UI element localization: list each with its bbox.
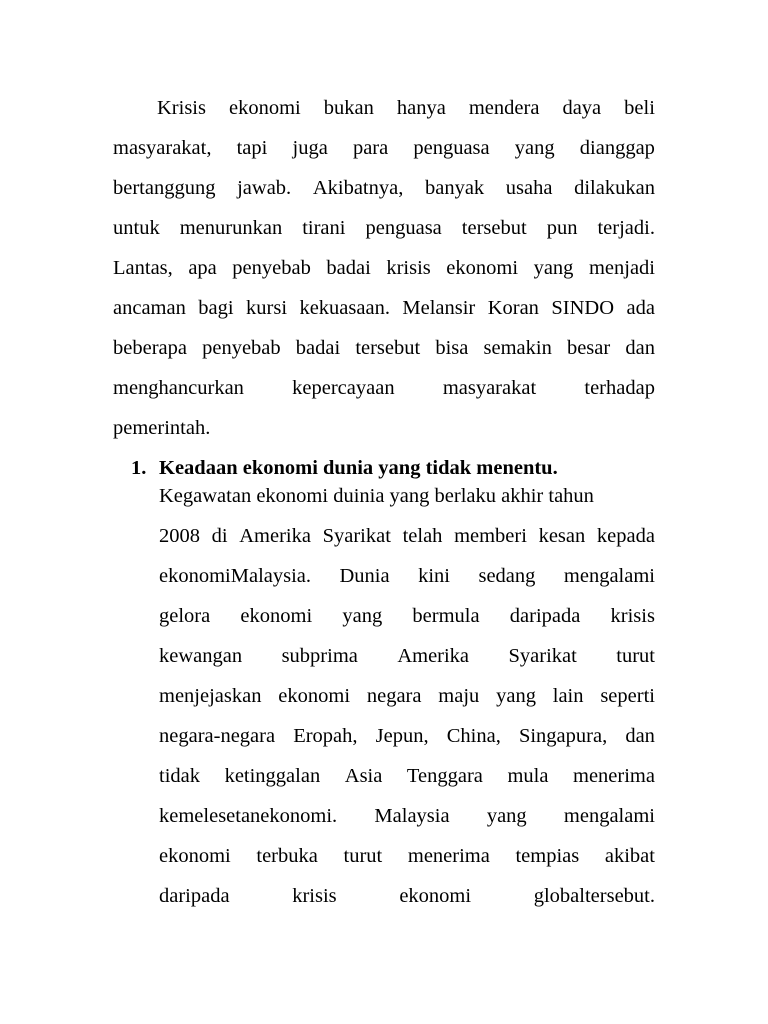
word: bisa bbox=[435, 337, 469, 359]
word: apa bbox=[188, 257, 217, 279]
word: ketinggalan bbox=[224, 765, 321, 787]
word: dilakukan bbox=[574, 177, 655, 199]
section-line-11 bbox=[159, 884, 655, 908]
section-line-8 bbox=[159, 764, 655, 788]
word: usaha bbox=[505, 177, 553, 199]
word: tirani bbox=[302, 217, 346, 239]
word: beberapa bbox=[113, 337, 187, 359]
word: mengalami bbox=[563, 805, 655, 827]
word: mengalami bbox=[563, 565, 655, 587]
word: tersebut bbox=[461, 217, 527, 239]
word: yang bbox=[486, 805, 527, 827]
word: Lantas, bbox=[113, 257, 173, 279]
word: pun bbox=[546, 217, 578, 239]
intro-line-3 bbox=[113, 176, 655, 200]
word: ekonomi bbox=[240, 605, 313, 627]
word: banyak bbox=[424, 177, 485, 199]
word: terbuka bbox=[256, 845, 318, 867]
word: jawab. bbox=[237, 177, 292, 199]
word: Amerika bbox=[239, 525, 311, 547]
word: daya bbox=[562, 97, 602, 119]
word: Singapura, bbox=[518, 725, 608, 747]
word: terjadi. bbox=[597, 217, 655, 239]
word: bagi bbox=[198, 297, 234, 319]
word: ekonomiMalaysia. bbox=[159, 565, 312, 587]
section-line-3 bbox=[159, 564, 655, 588]
word: bermula bbox=[412, 605, 480, 627]
word: yang bbox=[514, 137, 555, 159]
word: SINDO bbox=[551, 297, 615, 319]
section-line-10 bbox=[159, 844, 655, 868]
intro-line-7 bbox=[113, 336, 655, 360]
word: tersebut bbox=[355, 337, 421, 359]
word: turut bbox=[616, 645, 655, 667]
word: di bbox=[211, 525, 228, 547]
word: kepercayaan bbox=[292, 377, 395, 399]
word: memberi bbox=[454, 525, 527, 547]
word: penyebab bbox=[202, 337, 281, 359]
word: mendera bbox=[468, 97, 540, 119]
word: mula bbox=[507, 765, 549, 787]
word: yang bbox=[342, 605, 383, 627]
word: Melansir bbox=[402, 297, 476, 319]
word: Jepun, bbox=[375, 725, 429, 747]
word: Krisis bbox=[157, 97, 206, 119]
word: menerima bbox=[407, 845, 490, 867]
word: kepada bbox=[596, 525, 655, 547]
intro-line-4 bbox=[113, 216, 655, 240]
word: semakin bbox=[483, 337, 552, 359]
word: kursi bbox=[246, 297, 288, 319]
word: Akibatnya, bbox=[312, 177, 404, 199]
word: Koran bbox=[487, 297, 539, 319]
word: penguasa bbox=[365, 217, 442, 239]
section-line-1 bbox=[159, 484, 594, 508]
word: penyebab bbox=[232, 257, 311, 279]
word: krisis bbox=[610, 605, 655, 627]
word: ekonomi bbox=[159, 845, 231, 867]
word: negara bbox=[366, 685, 422, 707]
intro-line-8 bbox=[113, 376, 655, 400]
word: menerima bbox=[573, 765, 655, 787]
section-line-4 bbox=[159, 604, 655, 628]
word: dianggap bbox=[579, 137, 655, 159]
word: Dunia bbox=[339, 565, 390, 587]
word: lain bbox=[552, 685, 584, 707]
word: kemelesetanekonomi. bbox=[159, 805, 338, 827]
word: Asia bbox=[344, 765, 383, 787]
word: China, bbox=[446, 725, 501, 747]
word: menghancurkan bbox=[113, 377, 244, 399]
word: krisis bbox=[386, 257, 431, 279]
line-text: Kegawatan ekonomi duinia yang berlaku akhir tahun bbox=[159, 485, 594, 507]
section-line-9 bbox=[159, 804, 655, 828]
word: terhadap bbox=[584, 377, 655, 399]
word: menurunkan bbox=[179, 217, 283, 239]
intro-line-6 bbox=[113, 296, 655, 320]
word: juga bbox=[292, 137, 328, 159]
word: menjadi bbox=[588, 257, 655, 279]
word: ancaman bbox=[113, 297, 186, 319]
section-line-6 bbox=[159, 684, 655, 708]
word: tempias bbox=[515, 845, 580, 867]
intro-line-2 bbox=[113, 136, 655, 160]
word: pemerintah. bbox=[113, 417, 211, 439]
intro-line-5 bbox=[113, 256, 655, 280]
word: kesan bbox=[538, 525, 586, 547]
section-line-5 bbox=[159, 644, 655, 668]
word: maju bbox=[438, 685, 480, 707]
word: masyarakat, bbox=[113, 137, 212, 159]
word: yang bbox=[496, 685, 536, 707]
section-heading bbox=[131, 456, 558, 480]
word: telah bbox=[402, 525, 443, 547]
word: globaltersebut. bbox=[533, 885, 655, 907]
word: Eropah, bbox=[293, 725, 358, 747]
word: Amerika bbox=[397, 645, 470, 667]
word: tapi bbox=[236, 137, 268, 159]
word: kekuasaan. bbox=[299, 297, 390, 319]
word: ekonomi bbox=[278, 685, 351, 707]
word: ada bbox=[626, 297, 655, 319]
word: Syarikat bbox=[322, 525, 391, 547]
word: Tenggara bbox=[406, 765, 483, 787]
word: Malaysia bbox=[374, 805, 450, 827]
word: besar bbox=[566, 337, 611, 359]
word: ekonomi bbox=[399, 885, 472, 907]
section-heading-text: Keadaan ekonomi dunia yang tidak menentu. bbox=[159, 457, 558, 479]
word: masyarakat bbox=[442, 377, 537, 399]
word: sedang bbox=[478, 565, 536, 587]
word: beli bbox=[624, 97, 655, 119]
intro-line-1 bbox=[157, 96, 655, 120]
word: tidak bbox=[159, 765, 200, 787]
word: bertanggung bbox=[113, 177, 216, 199]
word: hanya bbox=[396, 97, 446, 119]
word: seperti bbox=[600, 685, 655, 707]
word: dan bbox=[625, 337, 655, 359]
word: akibat bbox=[604, 845, 655, 867]
section-line-2 bbox=[159, 524, 655, 548]
word: ekonomi bbox=[446, 257, 519, 279]
word: 2008 bbox=[159, 525, 200, 547]
section-line-7 bbox=[159, 724, 655, 748]
word: subprima bbox=[281, 645, 358, 667]
word: turut bbox=[343, 845, 383, 867]
word: ekonomi bbox=[229, 97, 301, 119]
word: daripada bbox=[159, 885, 230, 907]
word: krisis bbox=[292, 885, 337, 907]
word: gelora bbox=[159, 605, 211, 627]
list-number: 1. bbox=[131, 457, 147, 479]
word: Syarikat bbox=[508, 645, 577, 667]
word: badai bbox=[326, 257, 371, 279]
word: untuk bbox=[113, 217, 160, 239]
word: daripada bbox=[509, 605, 581, 627]
word: kini bbox=[418, 565, 450, 587]
word: badai bbox=[295, 337, 341, 359]
intro-line-9 bbox=[113, 416, 210, 440]
word: dan bbox=[625, 725, 655, 747]
word: bukan bbox=[323, 97, 374, 119]
word: penguasa bbox=[413, 137, 490, 159]
word: yang bbox=[533, 257, 574, 279]
word: kewangan bbox=[159, 645, 243, 667]
word: para bbox=[352, 137, 389, 159]
word: negara-negara bbox=[159, 725, 276, 747]
word: menjejaskan bbox=[159, 685, 262, 707]
